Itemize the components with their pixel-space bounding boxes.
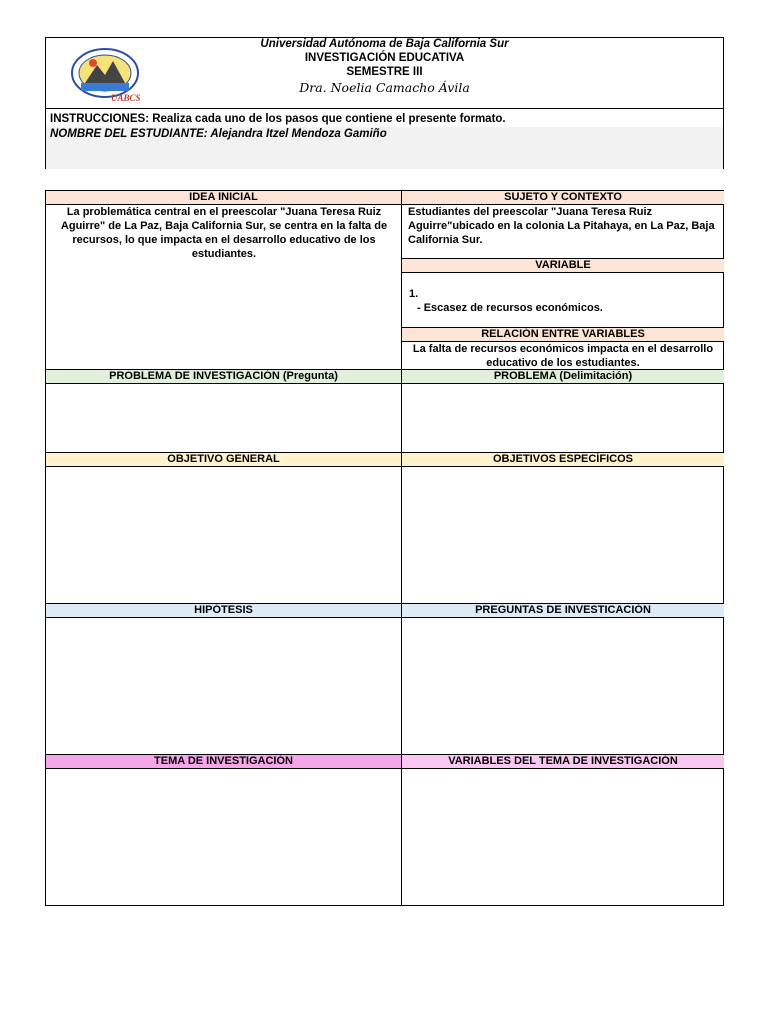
- preguntas-field[interactable]: [402, 618, 724, 754]
- format-grid: [45, 190, 724, 906]
- preguntas-header: PREGUNTAS DE INVESTICACIÓN: [402, 604, 724, 618]
- idea-inicial-header: IDEA INICIAL: [46, 191, 401, 205]
- variable-number: 1.: [409, 288, 419, 300]
- variables-tema-field[interactable]: [402, 769, 724, 905]
- university-name: Universidad Autónoma de Baja California Sur: [260, 38, 509, 50]
- problema-pregunta-header: PROBLEMA DE INVESTIGACIÓN (Pregunta): [46, 370, 401, 384]
- hipotesis-header: HIPÓTESIS: [46, 604, 401, 618]
- sujeto-contexto-text[interactable]: Estudiantes del preescolar "Juana Teresa Ruiz Aguirre"ubicado en la colonia La Pitahaya, en La Paz, Baja California Sur.: [408, 206, 715, 246]
- relacion-header: RELACIÓN ENTRE VARIABLES: [402, 328, 724, 342]
- idea-inicial-text[interactable]: La problemática central en el preescolar "Juana Teresa Ruiz Aguirre" de La Paz, Baja California Sur, se centra en la falta de recursos, lo que impacta en el desarrollo educativo de los estudiantes.: [60, 206, 388, 260]
- student-name: NOMBRE DEL ESTUDIANTE: Alejandra Itzel Mendoza Gamiño: [50, 128, 387, 140]
- sujeto-contexto-header: SUJETO Y CONTEXTO: [402, 191, 724, 205]
- problema-delimitacion-field[interactable]: [402, 384, 724, 452]
- header-divider: [46, 108, 723, 109]
- objetivo-general-field[interactable]: [46, 467, 401, 603]
- tema-field[interactable]: [46, 769, 401, 905]
- variables-tema-header: VARIABLES DEL TEMA DE INVESTIGACIÓN: [402, 755, 724, 769]
- problema-pregunta-field[interactable]: [46, 384, 401, 452]
- tema-header: TEMA DE INVESTIGACIÓN: [46, 755, 401, 769]
- objetivo-general-header: OBJETIVO GENERAL: [46, 453, 401, 467]
- semester: SEMESTRE III: [346, 66, 423, 78]
- objetivos-especificos-field[interactable]: [402, 467, 724, 603]
- header-box: [45, 37, 724, 169]
- variable-item[interactable]: - Escasez de recursos económicos.: [417, 302, 603, 314]
- teacher-name: Dra. Noelia Camacho Ávila: [299, 80, 470, 95]
- course-name: INVESTIGACIÓN EDUCATIVA: [304, 52, 465, 64]
- student-field[interactable]: [46, 127, 723, 169]
- relacion-text[interactable]: La falta de recursos económicos impacta en el desarrollo educativo de los estudiantes.: [412, 343, 714, 369]
- svg-text:UABCS: UABCS: [111, 93, 141, 103]
- hipotesis-field[interactable]: [46, 618, 401, 754]
- instructions: INSTRUCCIONES: Realiza cada uno de los pasos que contiene el presente formato.: [50, 113, 506, 125]
- objetivos-especificos-header: OBJETIVOS ESPECÍFICOS: [402, 453, 724, 467]
- variable-header: VARIABLE: [402, 259, 724, 273]
- problema-delimitacion-header: PROBLEMA (Delimitación): [402, 370, 724, 384]
